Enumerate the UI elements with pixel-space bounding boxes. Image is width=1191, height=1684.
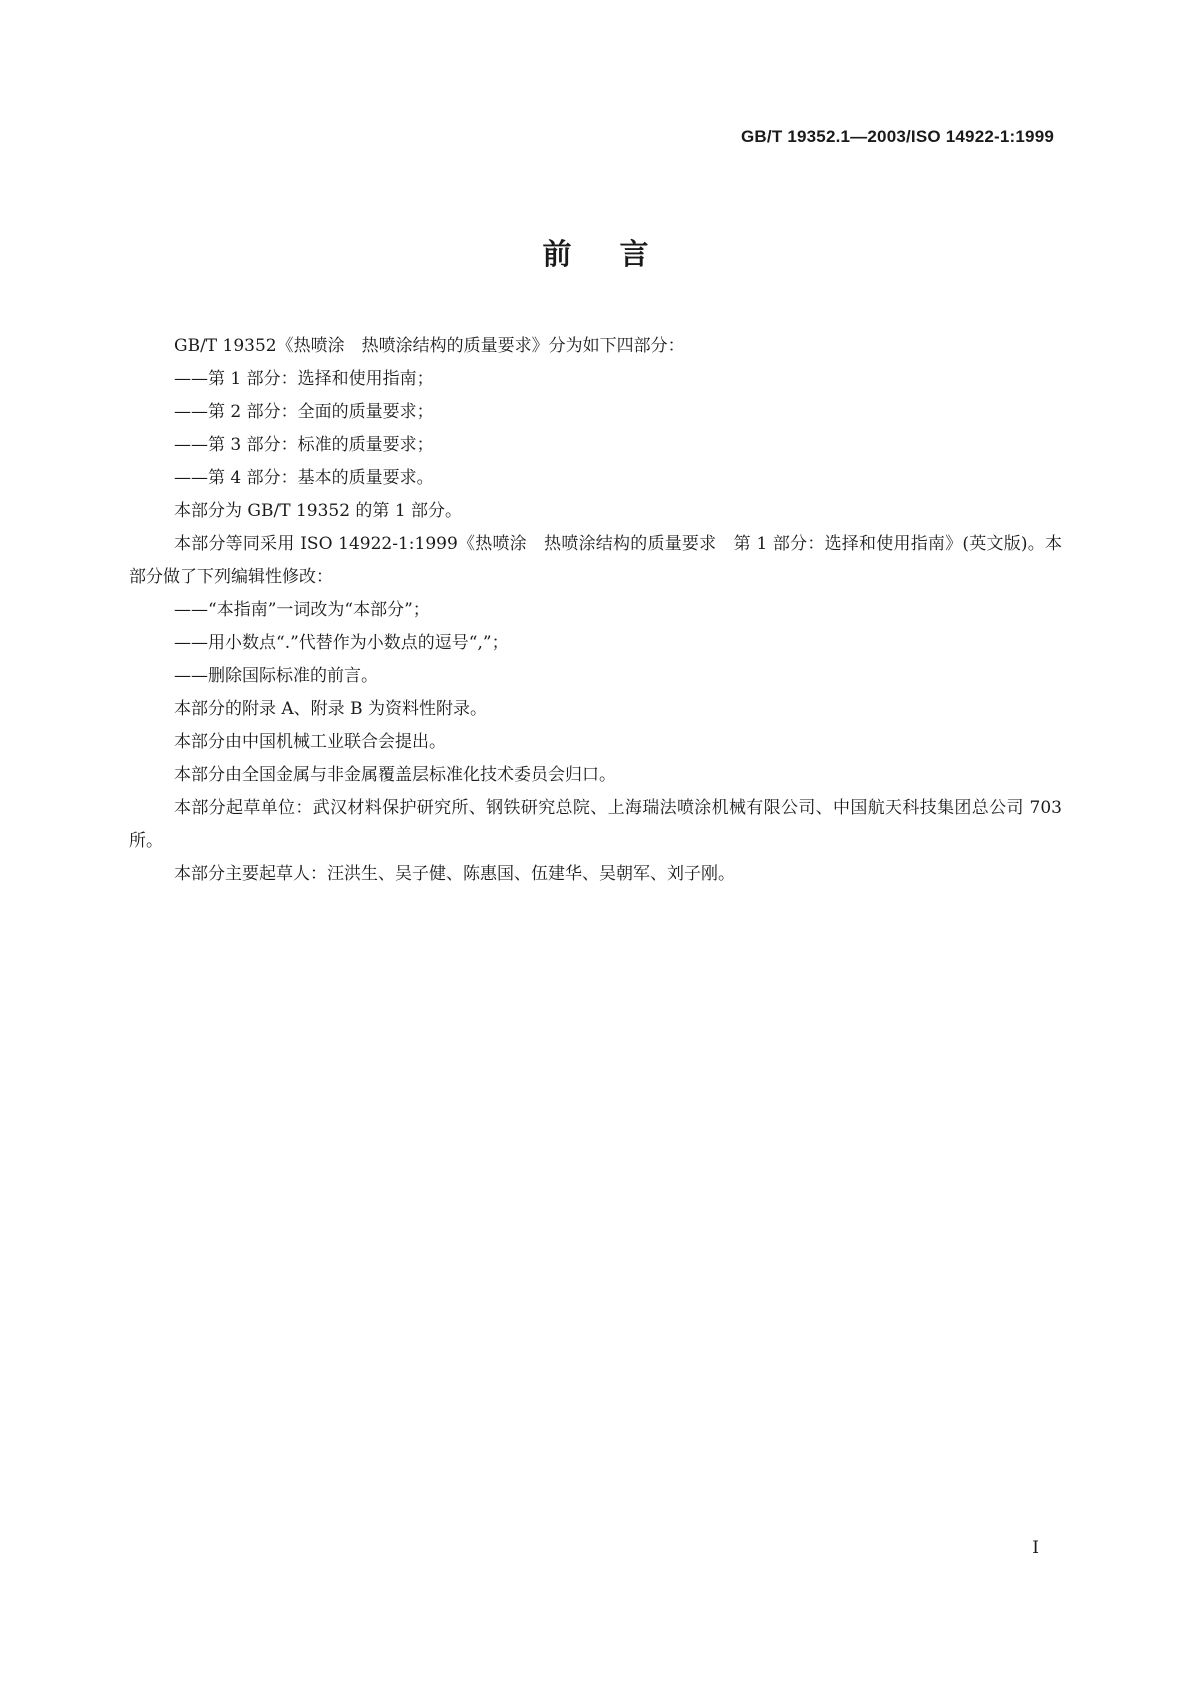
list-item-part-4: ——第 4 部分：基本的质量要求。	[174, 468, 434, 488]
paragraph-drafters: 本部分主要起草人：汪洪生、吴子健、陈惠国、伍建华、吴朝军、刘子刚。	[174, 864, 735, 884]
standard-code-header: GB/T 19352.1—2003/ISO 14922-1:1999	[741, 127, 1054, 146]
list-item-part-1: ——第 1 部分：选择和使用指南；	[174, 369, 434, 389]
page-number: I	[1032, 1538, 1039, 1558]
list-item-edit-1: ——“本指南”一词改为“本部分”；	[174, 600, 430, 620]
list-item-part-3: ——第 3 部分：标准的质量要求；	[174, 435, 434, 455]
paragraph-adoption: 本部分等同采用 ISO 14922-1:1999《热喷涂 热喷涂结构的质量要求 第 1 部分：选择和使用指南》(英文版)。本部分做了下列编辑性修改：	[129, 534, 1062, 587]
paragraph-centralized-by: 本部分由全国金属与非金属覆盖层标准化技术委员会归口。	[174, 765, 616, 785]
list-item-edit-2: ——用小数点“.”代替作为小数点的逗号“,”；	[174, 633, 509, 653]
paragraph-parts-intro: GB/T 19352《热喷涂 热喷涂结构的质量要求》分为如下四部分：	[174, 336, 685, 356]
paragraph-this-part: 本部分为 GB/T 19352 的第 1 部分。	[174, 501, 463, 521]
list-item-part-2: ——第 2 部分：全面的质量要求；	[174, 402, 434, 422]
foreword-body	[129, 330, 1062, 891]
list-item-edit-3: ——删除国际标准的前言。	[174, 666, 378, 686]
paragraph-proposed-by: 本部分由中国机械工业联合会提出。	[174, 732, 446, 752]
paragraph-drafting-units: 本部分起草单位：武汉材料保护研究所、钢铁研究总院、上海瑞法喷涂机械有限公司、中国航天科技集团总公司 703 所。	[129, 798, 1062, 851]
paragraph-annexes: 本部分的附录 A、附录 B 为资料性附录。	[174, 699, 487, 719]
page-title: 前言	[542, 237, 697, 271]
